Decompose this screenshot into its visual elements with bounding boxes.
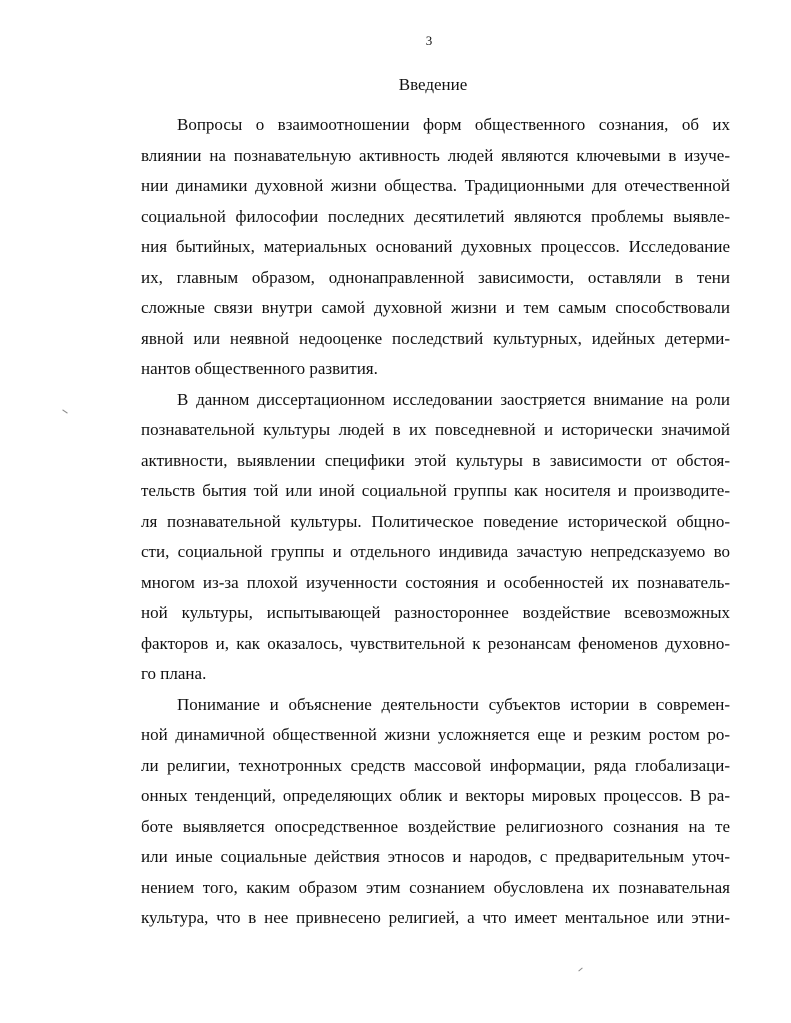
paragraph-3-line-8: культура, что в нее привнесено религией, а что имеет ментальное или этни- xyxy=(141,908,730,927)
paragraph-2-line-1: В данном диссертационном исследовании заостряется внимание на роли xyxy=(177,389,730,409)
paragraph-2-line-3: активности, выявлении специфики этой культуры в зависимости от обстоя- xyxy=(141,450,730,470)
paragraph-2-line-2: познавательной культуры людей в их повседневной и исторически значимой xyxy=(141,420,730,439)
paragraph-2-line-5: ля познавательной культуры. Политическое поведение исторической общно- xyxy=(141,511,730,531)
scan-speck-mark xyxy=(62,409,67,413)
paragraph-1-line-1: Вопросы о взаимоотношении форм общественного сознания, об их xyxy=(177,115,730,134)
paragraph-1-line-3: нии динамики духовной жизни общества. Традиционными для отечественной xyxy=(141,176,730,195)
paragraph-2-line-7: многом из-за плохой изученности состояния и особенностей их познаватель- xyxy=(141,572,730,592)
paragraph-2-line-9: факторов и, как оказалось, чувствительной к резонансам феноменов духовно- xyxy=(141,633,730,653)
paragraph-1-line-5: ния бытийных, материальных оснований духовных процессов. Исследование xyxy=(141,237,730,256)
paragraph-1-line-6: их, главным образом, однонаправленной зависимости, оставляли в тени xyxy=(141,267,730,287)
paragraph-2-line-4: тельств бытия той или иной социальной группы как носителя и производите- xyxy=(141,481,730,500)
scan-speck-mark xyxy=(578,968,582,972)
paragraph-1-line-9: нантов общественного развития. xyxy=(141,359,378,378)
paragraph-1-line-4: социальной философии последних десятилетий являются проблемы выявле- xyxy=(141,206,730,226)
paragraph-2-line-6: сти, социальной группы и отдельного индивида зачастую непредсказуемо во xyxy=(141,542,730,561)
body-text xyxy=(141,110,730,934)
paragraph-1-line-2: влиянии на познавательную активность людей являются ключевыми в изуче- xyxy=(141,145,730,165)
paragraph-3-line-1: Понимание и объяснение деятельности субъектов истории в современ- xyxy=(177,694,730,714)
paragraph-2-line-8: ной культуры, испытывающей разностороннее воздействие всевозможных xyxy=(141,603,730,622)
paragraph-3-line-2: ной динамичной общественной жизни усложняется еще и резким ростом ро- xyxy=(141,725,730,744)
page-number: 3 xyxy=(425,33,433,48)
paragraph-3-line-5: боте выявляется опосредственное воздействие религиозного сознания на те xyxy=(141,816,730,836)
paragraph-1-line-8: явной или неявной недооценке последствий культурных, идейных детерми- xyxy=(141,328,730,348)
paragraph-3-line-3: ли религии, технотронных средств массовой информации, ряда глобализаци- xyxy=(141,755,730,775)
section-heading: Введение xyxy=(398,75,468,94)
paragraph-2-line-10: го плана. xyxy=(141,664,207,683)
paragraph-1-line-7: сложные связи внутри самой духовной жизни и тем самым способствовали xyxy=(141,298,730,317)
paragraph-3-line-7: нением того, каким образом этим сознанием обусловлена их познавательная xyxy=(141,877,730,897)
paragraph-3-line-6: или иные социальные действия этносов и народов, с предварительным уточ- xyxy=(141,847,730,866)
paragraph-3-line-4: онных тенденций, определяющих облик и векторы мировых процессов. В ра- xyxy=(141,786,730,805)
